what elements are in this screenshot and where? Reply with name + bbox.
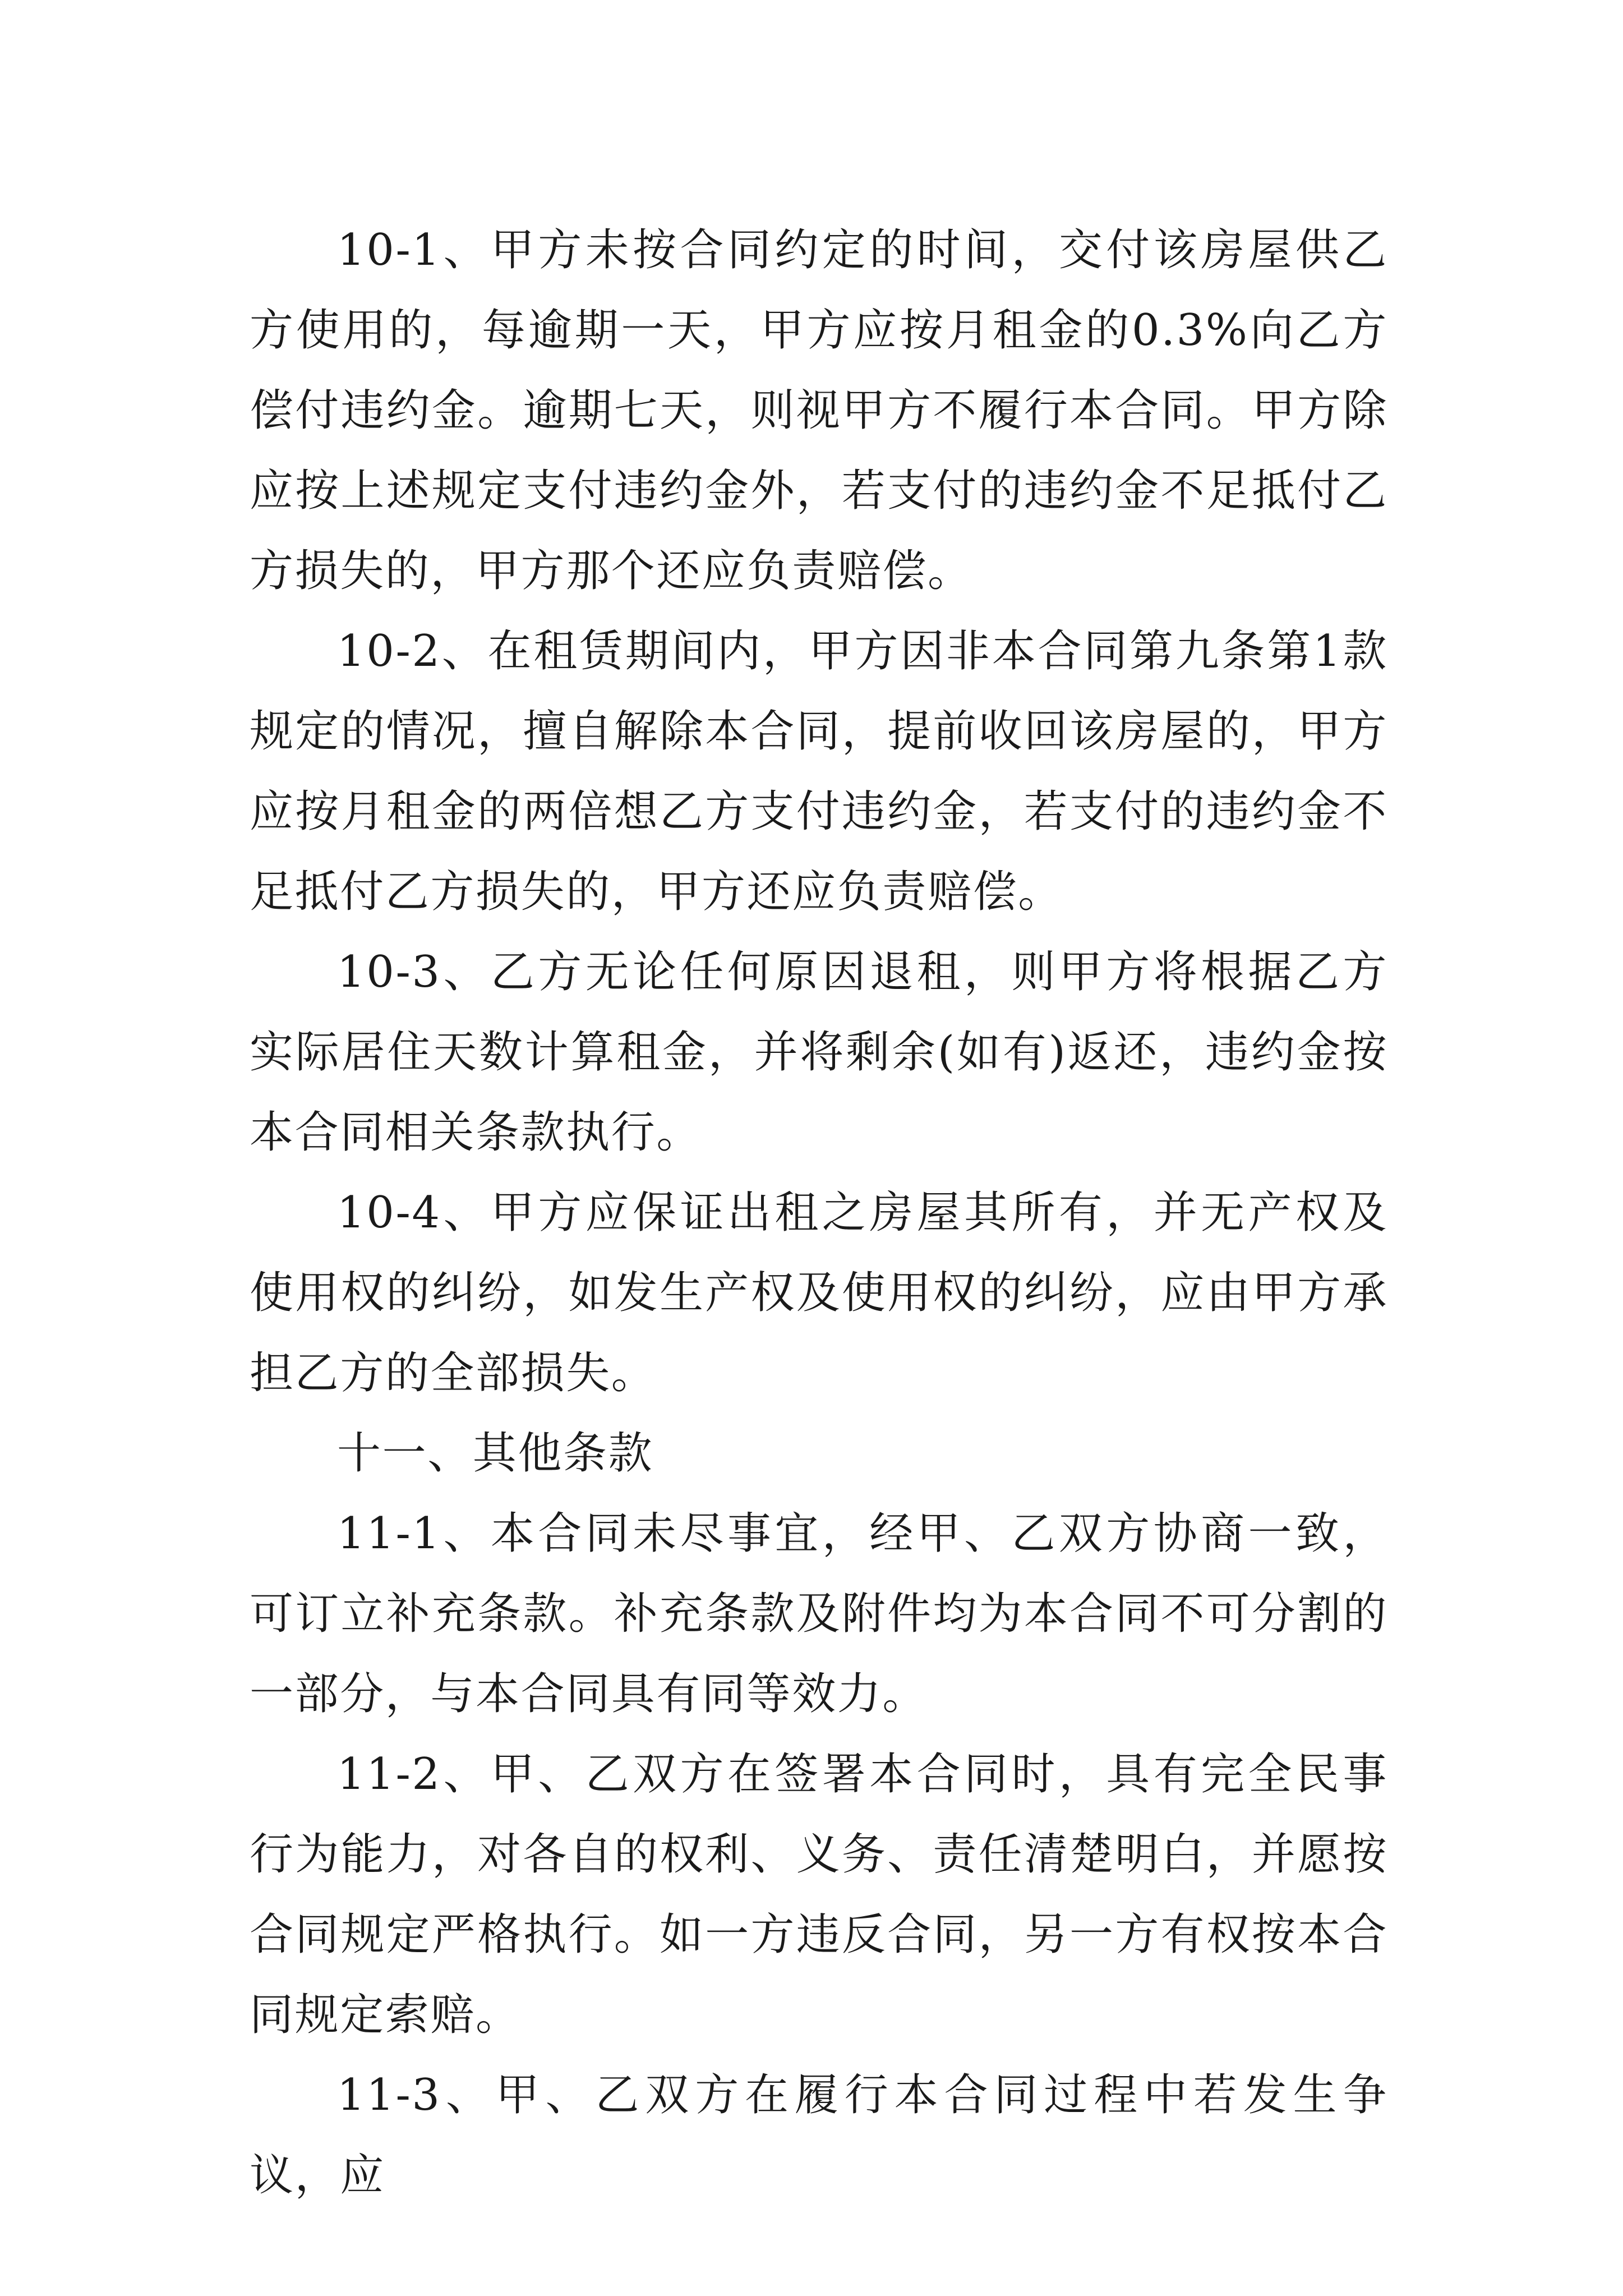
clause-10-3: 10-3、乙方无论任何原因退租，则甲方将根据乙方实际居住天数计算租金，并将剩余(如有)返还，违约金按本合同相关条款执行。 [250,947,1388,1158]
clause-11-1: 11-1、本合同未尽事宜，经甲、乙双方协商一致，可订立补充条款。补充条款及附件均为本合同不可分割的一部分，与本合同具有同等效力。 [250,1508,1388,1719]
clause-10-1: 10-1、甲方未按合同约定的时间，交付该房屋供乙方使用的，每逾期一天，甲方应按月租金的0.3%向乙方偿付违约金。逾期七天，则视甲方不履行本合同。甲方除应按上述规定支付违约金外，若支付的违约金不足抵付乙方损失的，甲方那个还应负责赔偿。 [250,225,1388,596]
document-body [250,210,1388,2216]
clause-11-2: 11-2、甲、乙双方在签署本合同时，具有完全民事行为能力，对各自的权利、义务、责任清楚明白，并愿按合同规定严格执行。如一方违反合同，另一方有权按本合同规定索赔。 [250,1749,1388,2040]
clause-11-3: 11-3、甲、乙双方在履行本合同过程中若发生争议，应 [250,2070,1388,2201]
clause-10-4: 10-4、甲方应保证出租之房屋其所有，并无产权及使用权的纠纷，如发生产权及使用权的纠纷，应由甲方承担乙方的全部损失。 [250,1188,1388,1398]
section-heading-11: 十一、其他条款 [337,1428,654,1479]
clause-10-2: 10-2、在租赁期间内，甲方因非本合同第九条第1款规定的情况，擅自解除本合同，提前收回该房屋的，甲方应按月租金的两倍想乙方支付违约金，若支付的违约金不足抵付乙方损失的，甲方还应负责赔偿。 [250,626,1388,917]
